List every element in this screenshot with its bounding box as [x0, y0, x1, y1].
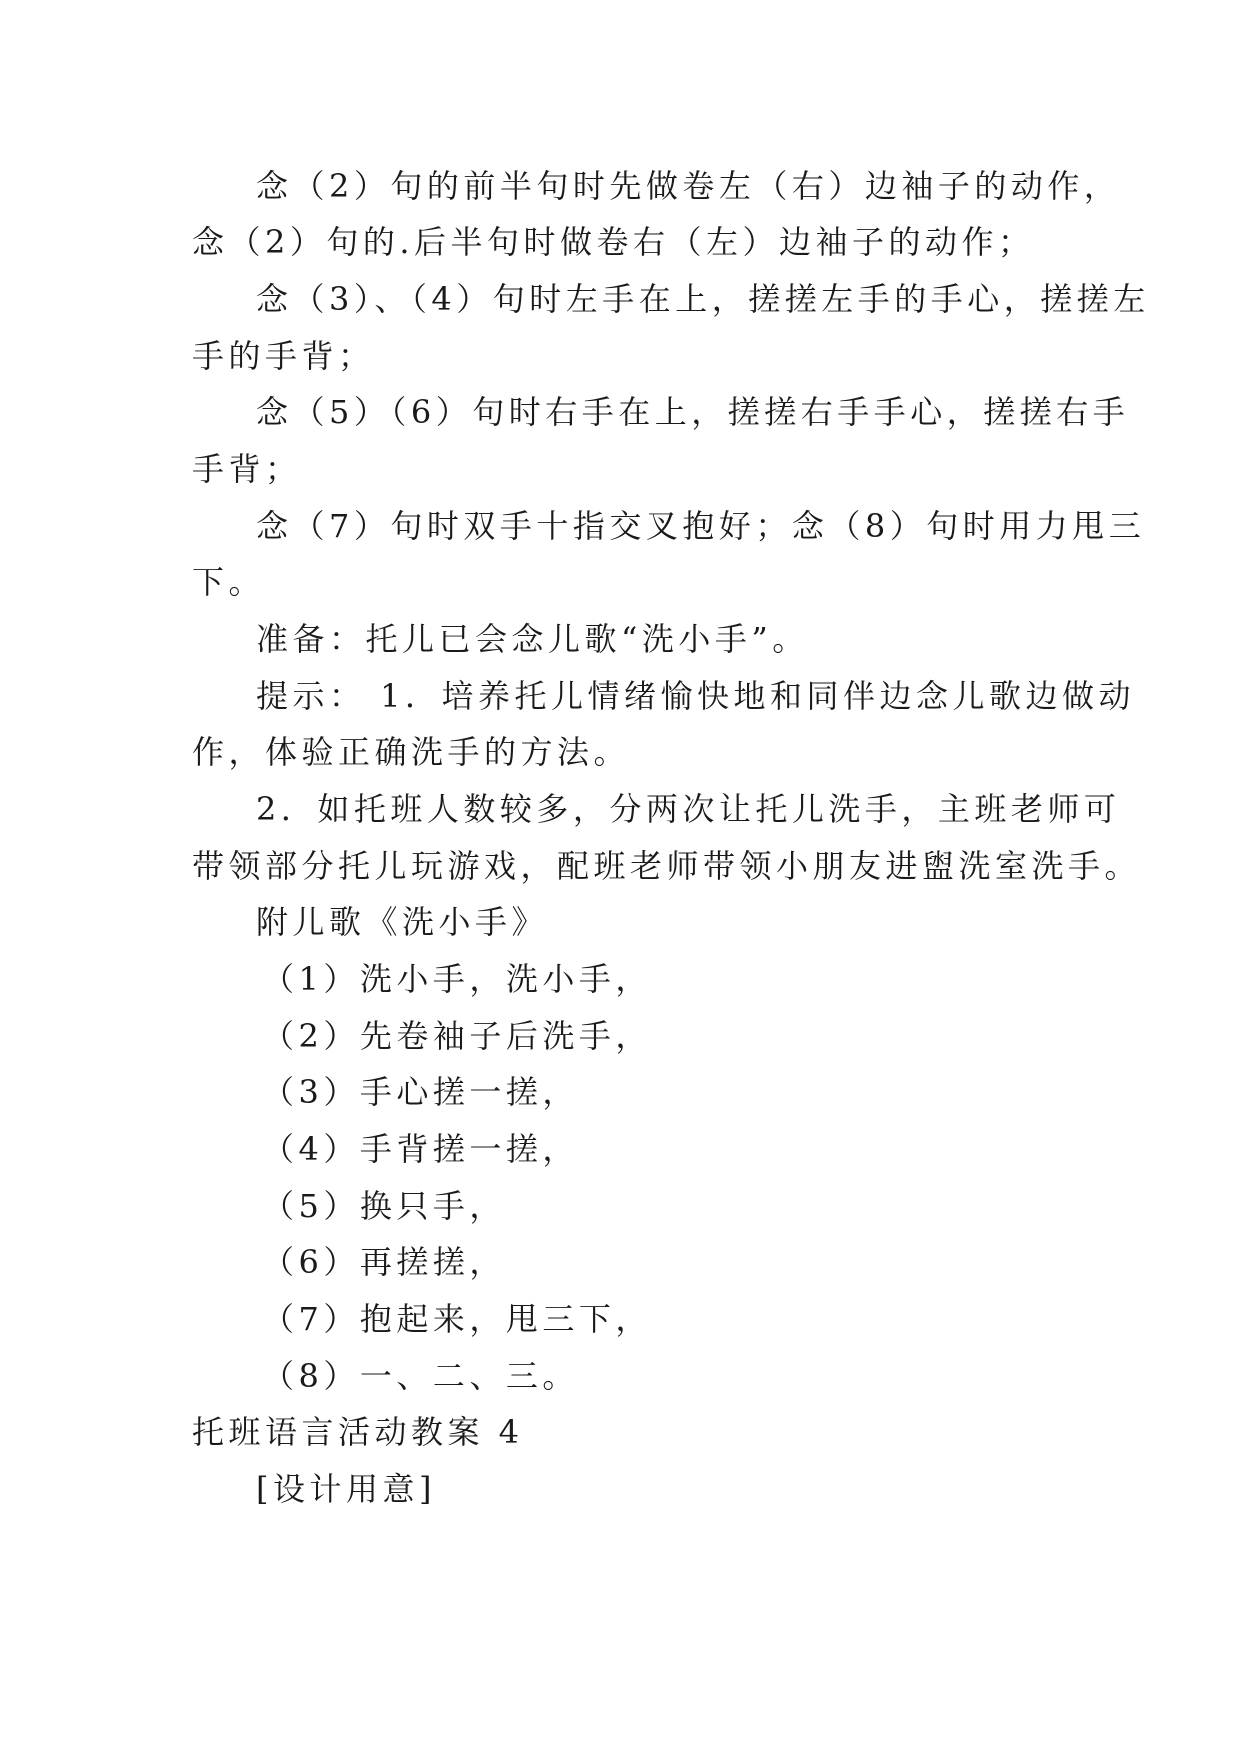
paragraph-line: 准备：托儿已会念儿歌“洗小手”。 — [256, 620, 809, 658]
section-subheading: [设计用意] — [256, 1470, 436, 1508]
song-line: （8）一、二、三。 — [262, 1357, 579, 1395]
paragraph-line: 作，体验正确洗手的方法。 — [192, 733, 631, 771]
paragraph-line: 提示： 1．培养托儿情绪愉快地和同伴边念儿歌边做动 — [256, 677, 1136, 715]
song-line: （6）再搓搓， — [262, 1243, 506, 1281]
paragraph-line: 念（5）（6）句时右手在上，搓搓右手手心，搓搓右手 — [256, 393, 1130, 431]
paragraph-line: 手的手背； — [192, 337, 375, 375]
paragraph-line: 念（7）句时双手十指交叉抱好；念（8）句时用力甩三 — [256, 507, 1146, 545]
song-line: （5）换只手， — [262, 1187, 506, 1225]
paragraph-line: 带领部分托儿玩游戏，配班老师带领小朋友进盥洗室洗手。 — [192, 847, 1142, 885]
song-line: （3）手心搓一搓， — [262, 1073, 579, 1111]
song-line: （2）先卷袖子后洗手， — [262, 1017, 652, 1055]
song-line: （4）手背搓一搓， — [262, 1130, 579, 1168]
paragraph-line: 2．如托班人数较多，分两次让托儿洗手，主班老师可 — [256, 790, 1121, 828]
paragraph-line: 念（2）句的前半句时先做卷左（右）边袖子的动作， — [256, 167, 1121, 205]
section-heading: 托班语言活动教案 4 — [192, 1413, 524, 1451]
paragraph-line: 念（2）句的.后半句时做卷右（左）边袖子的动作； — [192, 223, 1035, 261]
paragraph-line: 手背； — [192, 450, 302, 488]
song-title: 附儿歌《洗小手》 — [256, 903, 549, 941]
song-line: （1）洗小手，洗小手， — [262, 960, 652, 998]
paragraph-line: 念（3）、（4）句时左手在上，搓搓左手的手心，搓搓左 — [256, 280, 1150, 318]
paragraph-line: 下。 — [192, 563, 266, 601]
song-line: （7）抱起来，甩三下， — [262, 1300, 652, 1338]
